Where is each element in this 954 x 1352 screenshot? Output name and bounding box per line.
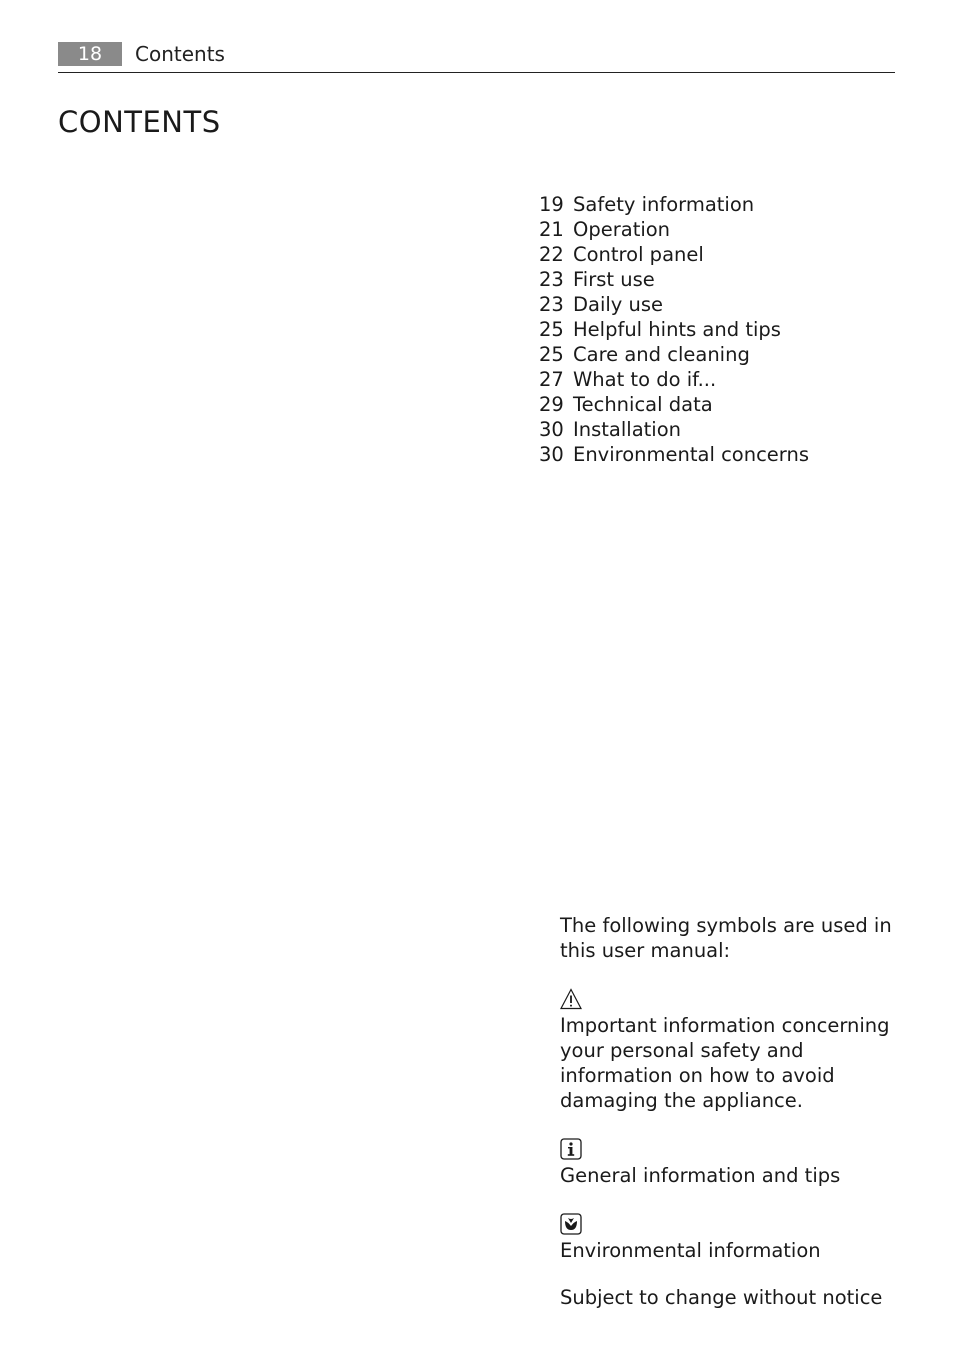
toc-label: Daily use [573, 293, 664, 316]
toc-page: 23 [539, 293, 564, 316]
toc-item[interactable] [539, 367, 809, 392]
toc-label: Care and cleaning [573, 343, 750, 366]
page-title: CONTENTS [58, 105, 221, 139]
toc-page: 22 [539, 243, 564, 266]
table-of-contents [539, 192, 809, 467]
toc-item[interactable] [539, 242, 809, 267]
change-notice: Subject to change without notice [560, 1286, 883, 1309]
toc-page: 30 [539, 443, 564, 466]
toc-item[interactable] [539, 217, 809, 242]
toc-item[interactable] [539, 417, 809, 442]
warning-triangle-icon [560, 988, 582, 1010]
info-icon [560, 1138, 582, 1160]
toc-page: 30 [539, 418, 564, 441]
header-section-title: Contents [135, 42, 225, 66]
toc-item[interactable] [539, 292, 809, 317]
toc-page: 19 [539, 193, 564, 216]
toc-page: 21 [539, 218, 564, 241]
info-text: General information and tips [560, 1164, 841, 1187]
toc-label: First use [573, 268, 655, 291]
toc-label: Control panel [573, 243, 704, 266]
symbols-legend [560, 913, 905, 1310]
toc-page: 25 [539, 318, 564, 341]
toc-page: 27 [539, 368, 564, 391]
environment-icon [560, 1213, 582, 1235]
toc-item[interactable] [539, 317, 809, 342]
toc-page: 25 [539, 343, 564, 366]
toc-label: Helpful hints and tips [573, 318, 781, 341]
toc-label: Installation [573, 418, 682, 441]
page-number: 18 [58, 42, 122, 66]
page-header [58, 42, 895, 73]
toc-label: What to do if... [573, 368, 717, 391]
warning-text: Important information concerning your personal safety and information on how to avoid damaging the appliance. [560, 1014, 890, 1112]
toc-page: 23 [539, 268, 564, 291]
toc-item[interactable] [539, 392, 809, 417]
toc-label: Operation [573, 218, 671, 241]
toc-page: 29 [539, 393, 564, 416]
toc-item[interactable] [539, 442, 809, 467]
toc-label: Environmental concerns [573, 443, 809, 466]
toc-item[interactable] [539, 192, 809, 217]
environment-text: Environmental information [560, 1239, 821, 1262]
toc-label: Safety information [573, 193, 755, 216]
symbols-intro: The following symbols are used in this user manual: [560, 914, 892, 962]
toc-item[interactable] [539, 267, 809, 292]
toc-label: Technical data [573, 393, 713, 416]
toc-item[interactable] [539, 342, 809, 367]
